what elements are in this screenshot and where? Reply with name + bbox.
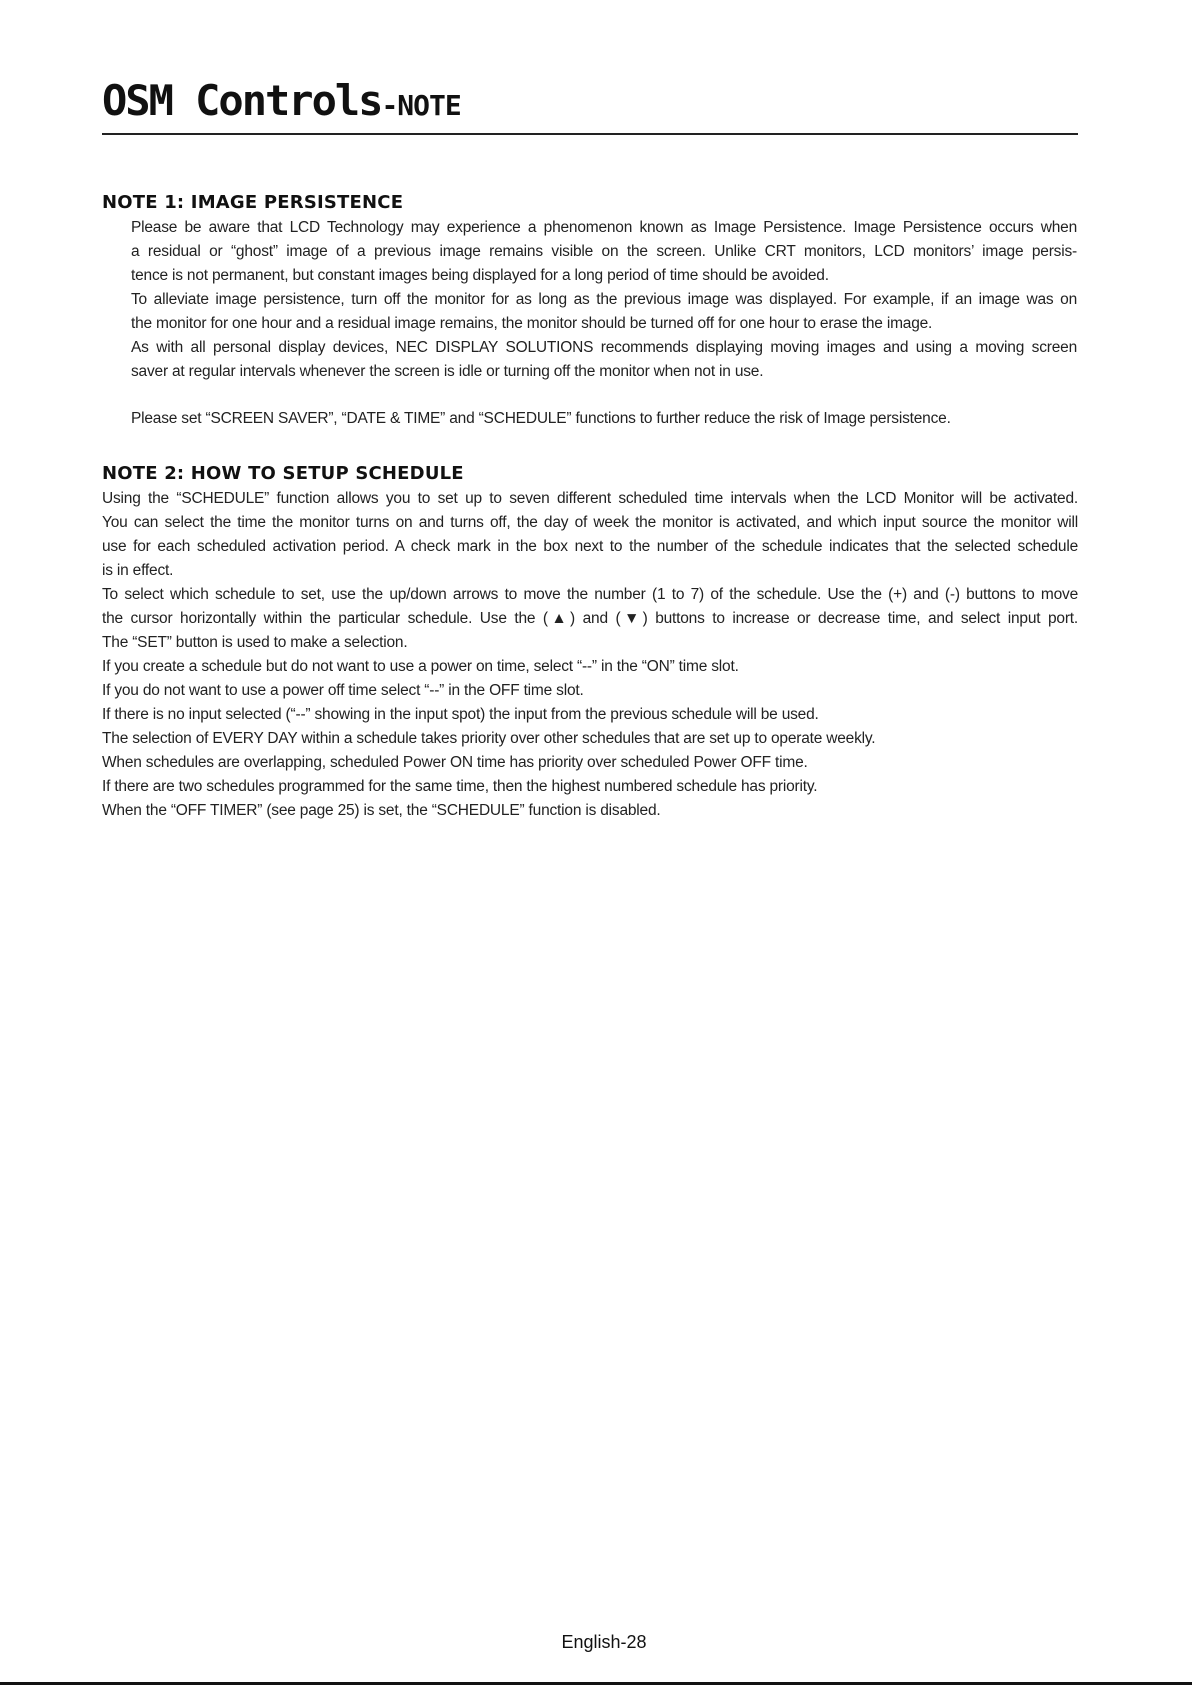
note2-line: The “SET” button is used to make a selection. (102, 634, 408, 651)
note1-line: Please be aware that LCD Technology may experience a phenomenon known as Image Persistence. Image Persistence occurs when (131, 219, 1077, 236)
page-title-suffix: -NOTE (381, 89, 461, 122)
note2-line: When the “OFF TIMER” (see page 25) is set, the “SCHEDULE” function is disabled. (102, 802, 661, 819)
note2-line: When schedules are overlapping, scheduled Power ON time has priority over scheduled Power OFF time. (102, 754, 808, 771)
note2-line: the cursor horizontally within the particular schedule. Use the (▲) and (▼) buttons to increase or decrease time, and select input port. (102, 610, 1078, 627)
note1-line: tence is not permanent, but constant images being displayed for a long period of time should be avoided. (131, 267, 829, 284)
note2-line: You can select the time the monitor turns on and turns off, the day of week the monitor is activated, and which input source the monitor will (102, 514, 1078, 531)
note2-line: The selection of EVERY DAY within a schedule takes priority over other schedules that are set up to operate weekly. (102, 730, 876, 747)
note1-line: Please set “SCREEN SAVER”, “DATE & TIME” and “SCHEDULE” functions to further reduce the risk of Image persistence. (131, 410, 951, 427)
page-title (102, 76, 461, 131)
note1-line: To alleviate image persistence, turn off the monitor for as long as the previous image was displayed. For example, if an image was on (131, 291, 1077, 308)
note1-line: saver at regular intervals whenever the screen is idle or turning off the monitor when not in use. (131, 363, 764, 380)
note1-line: a residual or “ghost” image of a previous image remains visible on the screen. Unlike CRT monitors, LCD monitors’ image persis- (131, 243, 1077, 260)
page-title-main: OSM Controls (102, 76, 382, 125)
note2-line: If you do not want to use a power off time select “--” in the OFF time slot. (102, 682, 584, 699)
note1-heading: NOTE 1: IMAGE PERSISTENCE (102, 192, 404, 213)
note2-line: Using the “SCHEDULE” function allows you to set up to seven different scheduled time intervals when the LCD Monitor will be activated. (102, 490, 1078, 507)
note2-line: If there is no input selected (“--” showing in the input spot) the input from the previous schedule will be used. (102, 706, 819, 723)
title-divider (102, 133, 1078, 135)
note2-line: If you create a schedule but do not want to use a power on time, select “--” in the “ON” time slot. (102, 658, 739, 675)
note2-line: is in effect. (102, 562, 174, 579)
note2-heading: NOTE 2: HOW TO SETUP SCHEDULE (102, 463, 464, 484)
page-number: English-28 (561, 1632, 647, 1652)
note2-line: If there are two schedules programmed for the same time, then the highest numbered schedule has priority. (102, 778, 818, 795)
note2-line: To select which schedule to set, use the up/down arrows to move the number (1 to 7) of the schedule. Use the (+) and (-) buttons to move (102, 586, 1078, 603)
note1-line: As with all personal display devices, NEC DISPLAY SOLUTIONS recommends displaying moving images and using a moving screen (131, 339, 1077, 356)
note1-line: the monitor for one hour and a residual image remains, the monitor should be turned off for one hour to erase the image. (131, 315, 933, 332)
note2-line: use for each scheduled activation period. A check mark in the box next to the number of the schedule indicates that the selected schedule (102, 538, 1078, 555)
